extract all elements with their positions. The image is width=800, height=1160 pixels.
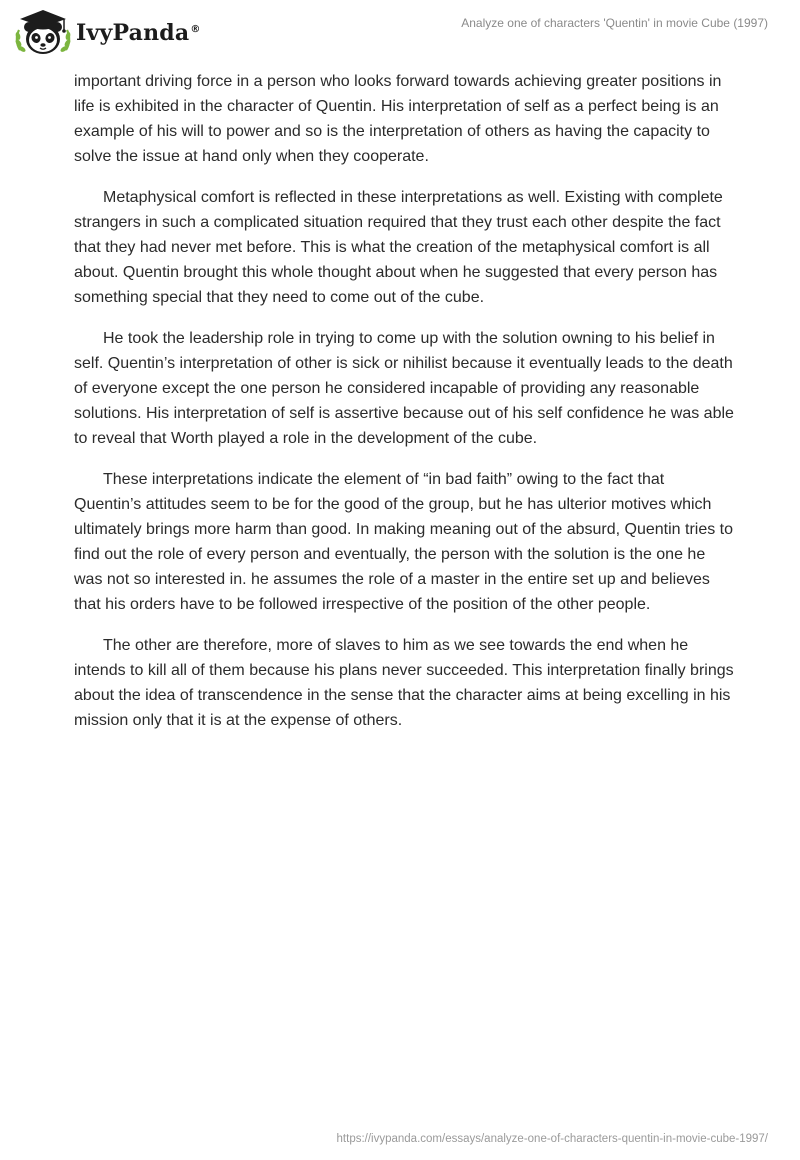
- panda-graduation-cap-icon: [14, 6, 72, 58]
- paragraph: Metaphysical comfort is reflected in these interpretations as well. Existing with complete strangers in such a complicated situation required that they trust each other despite the fact that they had never met before. This is what the creation of the metaphysical comfort is all about. Quentin brought this whole thought about when he suggested that every person has something special that they need to come out of the cube.: [74, 189, 723, 306]
- brand-name: IvyPanda®: [76, 20, 201, 46]
- paragraph: He took the leadership role in trying to come up with the solution owning to his belief in self. Quentin’s interpretation of other is sick or nihilist because it eventually leads to the death of everyone except the one person he considered incapable of providing any reasonable solutions. His interpretation of self is assertive because out of his self confidence he was able to reveal that Worth played a role in the development of the cube.: [74, 330, 734, 447]
- document-title: Analyze one of characters 'Quentin' in movie Cube (1997): [461, 16, 768, 30]
- ivypanda-logo[interactable]: [14, 6, 201, 58]
- essay-body: [74, 69, 734, 749]
- paragraph: important driving force in a person who looks forward towards achieving greater positions in life is exhibited in the character of Quentin. His interpretation of self as a perfect being is an example of his will to power and so is the interpretation of others as having the capacity to solve the issue at hand only when they cooperate.: [74, 73, 722, 165]
- paragraph: These interpretations indicate the element of “in bad faith” owing to the fact that Quentin’s attitudes seem to be for the good of the group, but he has ulterior motives which ultimately brings more harm than good. In making meaning out of the absurd, Quentin tries to find out the role of every person and eventually, the person with the solution is the one he was not so interested in. he assumes the role of a master in the entire set up and believes that his orders have to be followed irrespective of the position of the other people.: [74, 471, 734, 613]
- registered-mark: ®: [190, 23, 201, 35]
- paragraph: The other are therefore, more of slaves to him as we see towards the end when he intends to kill all of them because his plans never succeeded. This interpretation finally brings about the idea of transcendence in the sense that the character aims at being excelling in his mission only that it is at the expense of others.: [74, 637, 734, 729]
- source-url[interactable]: https://ivypanda.com/essays/analyze-one-of-characters-quentin-in-movie-cube-1997/: [336, 1133, 768, 1145]
